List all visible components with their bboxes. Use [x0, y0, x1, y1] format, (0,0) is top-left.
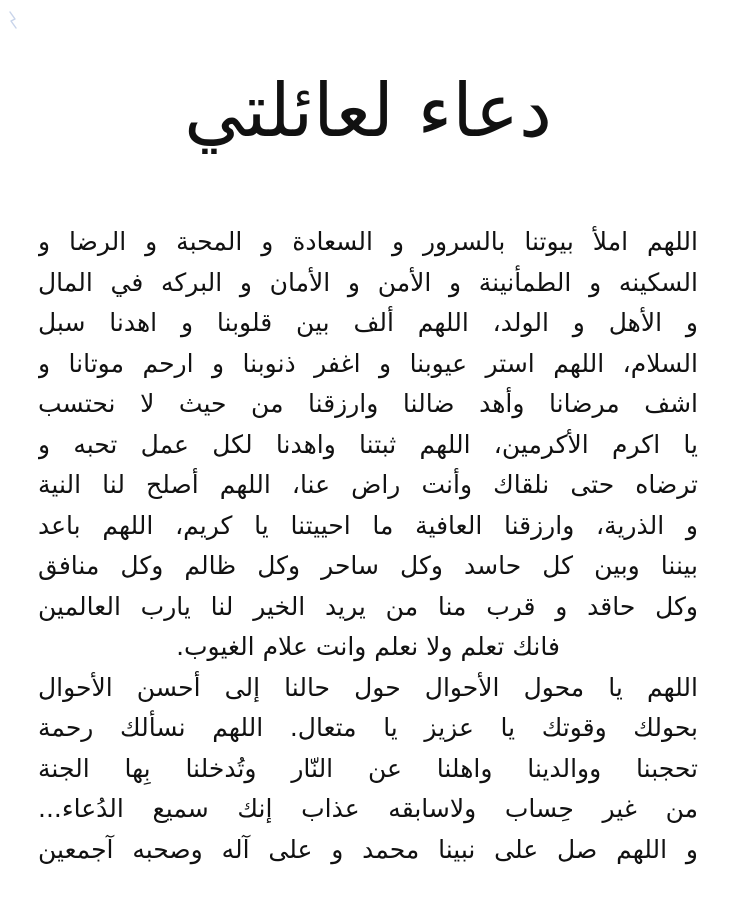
corner-mark-icon [7, 10, 19, 30]
prayer-line: بيننا وبين كل حاسد وكل ساحر وكل ظالم وكل منافق [38, 551, 698, 580]
prayer-line: و الأهل و الولد، اللهم ألف بين قلوبنا و اهدنا سبل [38, 308, 698, 337]
prayer-text [38, 222, 698, 870]
prayer-line: يا اكرم الأكرمين، اللهم ثبتنا واهدنا لكل عمل تحبه و [38, 429, 698, 459]
page-title: دعاء لعائلتي [184, 68, 552, 154]
prayer-line: بحولك وقوتك يا عزيز يا متعال. اللهم نسألك رحمة [38, 713, 698, 742]
prayer-line: و اللهم صل على نبينا محمد و على آله وصحبه آجمعين [38, 834, 698, 864]
prayer-line: السلام، اللهم استر عيوبنا و اغفر ذنوبنا و ارحم موتانا و [38, 348, 698, 378]
prayer-line: اللهم يا محول الأحوال حول حالنا إلى أحسن الأحوال [38, 672, 698, 702]
prayer-line: من غير حِساب ولاسابقه عذاب إنك سميع الدُعاء... [38, 794, 698, 823]
prayer-line: السكينه و الطمأنينة و الأمن و الأمان و البركه في المال [38, 267, 698, 297]
prayer-line: اشف مرضانا وأهد ضالنا وارزقنا من حيث لا نحتسب [38, 389, 698, 418]
prayer-line: فانك تعلم ولا نعلم وانت علام الغيوب. [176, 632, 560, 661]
prayer-line: وكل حاقد و قرب منا من يريد الخير لنا يارب العالمين [38, 591, 698, 621]
prayer-line: ترضاه حتى نلقاك وأنت راض عنا، اللهم أصلح لنا النية [38, 470, 698, 499]
prayer-line: و الذرية، وارزقنا العافية ما احييتنا يا كريم، اللهم باعد [38, 510, 698, 540]
prayer-line: تحجبنا ووالدينا واهلنا عن النّار وتُدخلنا بِها الجنة [38, 753, 698, 783]
prayer-line: اللهم املأ بيوتنا بالسرور و السعادة و المحبة و الرضا و [38, 227, 698, 256]
